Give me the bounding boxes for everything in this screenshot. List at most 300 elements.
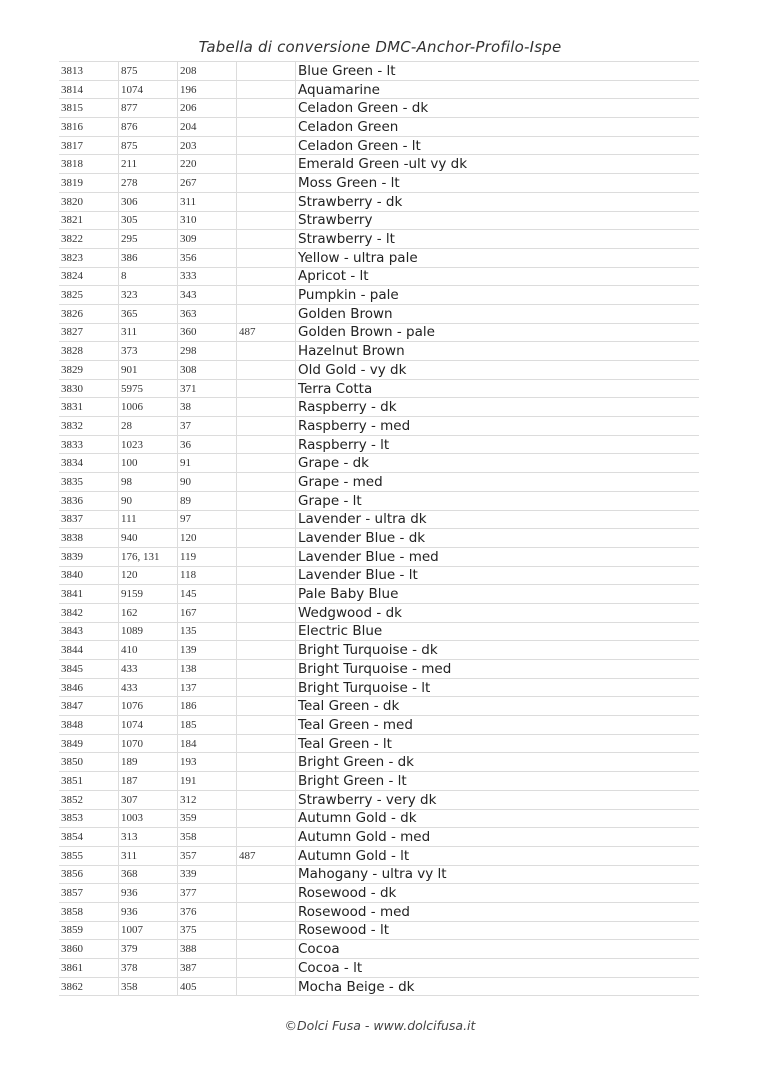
- table-row: [59, 678, 699, 697]
- profilo-code-cell: 343: [178, 286, 237, 305]
- table-row: [59, 248, 699, 267]
- profilo-code-cell: 206: [178, 99, 237, 118]
- table-row: [59, 753, 699, 772]
- color-name-cell: Teal Green - lt: [296, 734, 700, 753]
- color-name-cell: Golden Brown: [296, 304, 700, 323]
- anchor-code-cell: 306: [119, 192, 178, 211]
- ispe-code-cell: [237, 99, 296, 118]
- color-name-cell: Teal Green - dk: [296, 697, 700, 716]
- color-name-cell: Celadon Green: [296, 118, 700, 137]
- profilo-code-cell: 91: [178, 454, 237, 473]
- table-row: [59, 529, 699, 548]
- profilo-code-cell: 135: [178, 622, 237, 641]
- color-name-cell: Cocoa - lt: [296, 959, 700, 978]
- anchor-code-cell: 189: [119, 753, 178, 772]
- profilo-code-cell: 405: [178, 977, 237, 996]
- color-name-cell: Grape - lt: [296, 491, 700, 510]
- dmc-code-cell: 3842: [59, 603, 119, 622]
- color-name-cell: Strawberry: [296, 211, 700, 230]
- dmc-code-cell: 3825: [59, 286, 119, 305]
- dmc-code-cell: 3831: [59, 398, 119, 417]
- ispe-code-cell: [237, 716, 296, 735]
- anchor-code-cell: 1074: [119, 716, 178, 735]
- table-row: [59, 902, 699, 921]
- anchor-code-cell: 323: [119, 286, 178, 305]
- anchor-code-cell: 378: [119, 959, 178, 978]
- anchor-code-cell: 358: [119, 977, 178, 996]
- color-name-cell: Golden Brown - pale: [296, 323, 700, 342]
- profilo-code-cell: 308: [178, 361, 237, 380]
- anchor-code-cell: 307: [119, 790, 178, 809]
- ispe-code-cell: [237, 809, 296, 828]
- color-name-cell: Lavender Blue - dk: [296, 529, 700, 548]
- color-name-cell: Raspberry - dk: [296, 398, 700, 417]
- anchor-code-cell: 1023: [119, 435, 178, 454]
- dmc-code-cell: 3827: [59, 323, 119, 342]
- anchor-code-cell: 305: [119, 211, 178, 230]
- color-name-cell: Bright Turquoise - lt: [296, 678, 700, 697]
- dmc-code-cell: 3820: [59, 192, 119, 211]
- dmc-code-cell: 3824: [59, 267, 119, 286]
- ispe-code-cell: [237, 379, 296, 398]
- ispe-code-cell: [237, 473, 296, 492]
- ispe-code-cell: [237, 454, 296, 473]
- dmc-code-cell: 3822: [59, 230, 119, 249]
- anchor-code-cell: 368: [119, 865, 178, 884]
- ispe-code-cell: [237, 361, 296, 380]
- table-row: [59, 230, 699, 249]
- table-row: [59, 697, 699, 716]
- dmc-code-cell: 3839: [59, 547, 119, 566]
- dmc-code-cell: 3860: [59, 940, 119, 959]
- dmc-code-cell: 3858: [59, 902, 119, 921]
- anchor-code-cell: 120: [119, 566, 178, 585]
- profilo-code-cell: 193: [178, 753, 237, 772]
- table-row: [59, 977, 699, 996]
- anchor-code-cell: 1007: [119, 921, 178, 940]
- table-row: [59, 660, 699, 679]
- conversion-table: [59, 61, 699, 996]
- table-row: [59, 99, 699, 118]
- profilo-code-cell: 333: [178, 267, 237, 286]
- dmc-code-cell: 3851: [59, 772, 119, 791]
- dmc-code-cell: 3828: [59, 342, 119, 361]
- profilo-code-cell: 184: [178, 734, 237, 753]
- table-row: [59, 491, 699, 510]
- dmc-code-cell: 3849: [59, 734, 119, 753]
- table-row: [59, 211, 699, 230]
- table-row: [59, 959, 699, 978]
- profilo-code-cell: 90: [178, 473, 237, 492]
- dmc-code-cell: 3821: [59, 211, 119, 230]
- profilo-code-cell: 377: [178, 884, 237, 903]
- ispe-code-cell: [237, 62, 296, 81]
- ispe-code-cell: [237, 398, 296, 417]
- dmc-code-cell: 3816: [59, 118, 119, 137]
- profilo-code-cell: 208: [178, 62, 237, 81]
- profilo-code-cell: 137: [178, 678, 237, 697]
- ispe-code-cell: [237, 417, 296, 436]
- ispe-code-cell: [237, 510, 296, 529]
- color-name-cell: Strawberry - lt: [296, 230, 700, 249]
- dmc-code-cell: 3815: [59, 99, 119, 118]
- color-name-cell: Bright Green - dk: [296, 753, 700, 772]
- table-row: [59, 361, 699, 380]
- table-row: [59, 192, 699, 211]
- color-name-cell: Bright Turquoise - med: [296, 660, 700, 679]
- anchor-code-cell: 90: [119, 491, 178, 510]
- table-row: [59, 828, 699, 847]
- color-name-cell: Mahogany - ultra vy lt: [296, 865, 700, 884]
- color-name-cell: Raspberry - med: [296, 417, 700, 436]
- dmc-code-cell: 3845: [59, 660, 119, 679]
- anchor-code-cell: 1089: [119, 622, 178, 641]
- table-row: [59, 80, 699, 99]
- anchor-code-cell: 311: [119, 323, 178, 342]
- ispe-code-cell: [237, 772, 296, 791]
- table-row: [59, 716, 699, 735]
- profilo-code-cell: 388: [178, 940, 237, 959]
- table-row: [59, 323, 699, 342]
- profilo-code-cell: 312: [178, 790, 237, 809]
- anchor-code-cell: 1006: [119, 398, 178, 417]
- anchor-code-cell: 162: [119, 603, 178, 622]
- dmc-code-cell: 3857: [59, 884, 119, 903]
- ispe-code-cell: [237, 603, 296, 622]
- ispe-code-cell: [237, 211, 296, 230]
- table-row: [59, 566, 699, 585]
- dmc-code-cell: 3848: [59, 716, 119, 735]
- color-name-cell: Celadon Green - lt: [296, 136, 700, 155]
- table-row: [59, 398, 699, 417]
- ispe-code-cell: [237, 136, 296, 155]
- dmc-code-cell: 3855: [59, 846, 119, 865]
- ispe-code-cell: [237, 174, 296, 193]
- anchor-code-cell: 1076: [119, 697, 178, 716]
- ispe-code-cell: [237, 678, 296, 697]
- table-row: [59, 790, 699, 809]
- color-name-cell: Rosewood - lt: [296, 921, 700, 940]
- dmc-code-cell: 3835: [59, 473, 119, 492]
- ispe-code-cell: [237, 566, 296, 585]
- dmc-code-cell: 3826: [59, 304, 119, 323]
- color-name-cell: Mocha Beige - dk: [296, 977, 700, 996]
- color-name-cell: Aquamarine: [296, 80, 700, 99]
- ispe-code-cell: [237, 547, 296, 566]
- color-name-cell: Celadon Green - dk: [296, 99, 700, 118]
- anchor-code-cell: 187: [119, 772, 178, 791]
- table-row: [59, 510, 699, 529]
- anchor-code-cell: 901: [119, 361, 178, 380]
- anchor-code-cell: 311: [119, 846, 178, 865]
- dmc-code-cell: 3836: [59, 491, 119, 510]
- color-name-cell: Pale Baby Blue: [296, 585, 700, 604]
- anchor-code-cell: 278: [119, 174, 178, 193]
- dmc-code-cell: 3840: [59, 566, 119, 585]
- dmc-code-cell: 3834: [59, 454, 119, 473]
- ispe-code-cell: [237, 828, 296, 847]
- color-name-cell: Old Gold - vy dk: [296, 361, 700, 380]
- ispe-code-cell: [237, 585, 296, 604]
- table-row: [59, 547, 699, 566]
- dmc-code-cell: 3838: [59, 529, 119, 548]
- table-row: [59, 286, 699, 305]
- color-name-cell: Bright Turquoise - dk: [296, 641, 700, 660]
- dmc-code-cell: 3833: [59, 435, 119, 454]
- anchor-code-cell: 1003: [119, 809, 178, 828]
- profilo-code-cell: 97: [178, 510, 237, 529]
- dmc-code-cell: 3854: [59, 828, 119, 847]
- profilo-code-cell: 356: [178, 248, 237, 267]
- profilo-code-cell: 186: [178, 697, 237, 716]
- profilo-code-cell: 138: [178, 660, 237, 679]
- color-name-cell: Strawberry - dk: [296, 192, 700, 211]
- table-row: [59, 940, 699, 959]
- color-name-cell: Terra Cotta: [296, 379, 700, 398]
- table-row: [59, 118, 699, 137]
- table-row: [59, 435, 699, 454]
- profilo-code-cell: 167: [178, 603, 237, 622]
- color-name-cell: Bright Green - lt: [296, 772, 700, 791]
- dmc-code-cell: 3819: [59, 174, 119, 193]
- ispe-code-cell: [237, 491, 296, 510]
- anchor-code-cell: 365: [119, 304, 178, 323]
- ispe-code-cell: [237, 753, 296, 772]
- anchor-code-cell: 940: [119, 529, 178, 548]
- profilo-code-cell: 363: [178, 304, 237, 323]
- profilo-code-cell: 309: [178, 230, 237, 249]
- anchor-code-cell: 9159: [119, 585, 178, 604]
- profilo-code-cell: 89: [178, 491, 237, 510]
- color-name-cell: Rosewood - dk: [296, 884, 700, 903]
- anchor-code-cell: 379: [119, 940, 178, 959]
- ispe-code-cell: [237, 248, 296, 267]
- table-row: [59, 174, 699, 193]
- color-name-cell: Grape - dk: [296, 454, 700, 473]
- conversion-table-body: [59, 62, 699, 996]
- color-name-cell: Grape - med: [296, 473, 700, 492]
- profilo-code-cell: 185: [178, 716, 237, 735]
- page-title: Tabella di conversione DMC-Anchor-Profilo-Ispe: [198, 38, 562, 56]
- anchor-code-cell: 295: [119, 230, 178, 249]
- table-row: [59, 62, 699, 81]
- table-row: [59, 267, 699, 286]
- table-row: [59, 379, 699, 398]
- profilo-code-cell: 37: [178, 417, 237, 436]
- anchor-code-cell: 433: [119, 678, 178, 697]
- table-row: [59, 473, 699, 492]
- color-name-cell: Autumn Gold - dk: [296, 809, 700, 828]
- ispe-code-cell: 487: [237, 323, 296, 342]
- color-name-cell: Lavender - ultra dk: [296, 510, 700, 529]
- profilo-code-cell: 375: [178, 921, 237, 940]
- table-row: [59, 809, 699, 828]
- color-name-cell: Rosewood - med: [296, 902, 700, 921]
- ispe-code-cell: [237, 304, 296, 323]
- profilo-code-cell: 120: [178, 529, 237, 548]
- color-name-cell: Wedgwood - dk: [296, 603, 700, 622]
- anchor-code-cell: 373: [119, 342, 178, 361]
- anchor-code-cell: 176, 131: [119, 547, 178, 566]
- dmc-code-cell: 3813: [59, 62, 119, 81]
- table-row: [59, 622, 699, 641]
- ispe-code-cell: [237, 435, 296, 454]
- ispe-code-cell: [237, 977, 296, 996]
- ispe-code-cell: [237, 80, 296, 99]
- anchor-code-cell: 8: [119, 267, 178, 286]
- ispe-code-cell: [237, 622, 296, 641]
- dmc-code-cell: 3832: [59, 417, 119, 436]
- table-row: [59, 585, 699, 604]
- ispe-code-cell: [237, 118, 296, 137]
- anchor-code-cell: 386: [119, 248, 178, 267]
- dmc-code-cell: 3853: [59, 809, 119, 828]
- table-row: [59, 304, 699, 323]
- table-row: [59, 155, 699, 174]
- ispe-code-cell: [237, 902, 296, 921]
- anchor-code-cell: 433: [119, 660, 178, 679]
- table-row: [59, 454, 699, 473]
- anchor-code-cell: 936: [119, 884, 178, 903]
- profilo-code-cell: 298: [178, 342, 237, 361]
- profilo-code-cell: 119: [178, 547, 237, 566]
- dmc-code-cell: 3830: [59, 379, 119, 398]
- color-name-cell: Electric Blue: [296, 622, 700, 641]
- color-name-cell: Apricot - lt: [296, 267, 700, 286]
- profilo-code-cell: 145: [178, 585, 237, 604]
- profilo-code-cell: 220: [178, 155, 237, 174]
- dmc-code-cell: 3818: [59, 155, 119, 174]
- dmc-code-cell: 3829: [59, 361, 119, 380]
- dmc-code-cell: 3852: [59, 790, 119, 809]
- ispe-code-cell: [237, 660, 296, 679]
- profilo-code-cell: 204: [178, 118, 237, 137]
- dmc-code-cell: 3850: [59, 753, 119, 772]
- table-row: [59, 417, 699, 436]
- ispe-code-cell: [237, 921, 296, 940]
- ispe-code-cell: [237, 155, 296, 174]
- ispe-code-cell: [237, 790, 296, 809]
- dmc-code-cell: 3814: [59, 80, 119, 99]
- color-name-cell: Cocoa: [296, 940, 700, 959]
- anchor-code-cell: 876: [119, 118, 178, 137]
- anchor-code-cell: 1070: [119, 734, 178, 753]
- ispe-code-cell: [237, 192, 296, 211]
- profilo-code-cell: 357: [178, 846, 237, 865]
- dmc-code-cell: 3843: [59, 622, 119, 641]
- anchor-code-cell: 936: [119, 902, 178, 921]
- table-row: [59, 734, 699, 753]
- ispe-code-cell: [237, 697, 296, 716]
- color-name-cell: Strawberry - very dk: [296, 790, 700, 809]
- anchor-code-cell: 100: [119, 454, 178, 473]
- profilo-code-cell: 36: [178, 435, 237, 454]
- anchor-code-cell: 875: [119, 62, 178, 81]
- ispe-code-cell: [237, 734, 296, 753]
- table-row: [59, 921, 699, 940]
- ispe-code-cell: [237, 884, 296, 903]
- table-row: [59, 865, 699, 884]
- table-row: [59, 772, 699, 791]
- ispe-code-cell: [237, 286, 296, 305]
- profilo-code-cell: 358: [178, 828, 237, 847]
- table-row: [59, 641, 699, 660]
- profilo-code-cell: 371: [178, 379, 237, 398]
- profilo-code-cell: 196: [178, 80, 237, 99]
- anchor-code-cell: 410: [119, 641, 178, 660]
- profilo-code-cell: 376: [178, 902, 237, 921]
- color-name-cell: Lavender Blue - lt: [296, 566, 700, 585]
- color-name-cell: Blue Green - lt: [296, 62, 700, 81]
- anchor-code-cell: 877: [119, 99, 178, 118]
- anchor-code-cell: 211: [119, 155, 178, 174]
- dmc-code-cell: 3856: [59, 865, 119, 884]
- dmc-code-cell: 3859: [59, 921, 119, 940]
- profilo-code-cell: 359: [178, 809, 237, 828]
- color-name-cell: Yellow - ultra pale: [296, 248, 700, 267]
- ispe-code-cell: 487: [237, 846, 296, 865]
- color-name-cell: Moss Green - lt: [296, 174, 700, 193]
- anchor-code-cell: 98: [119, 473, 178, 492]
- profilo-code-cell: 139: [178, 641, 237, 660]
- ispe-code-cell: [237, 641, 296, 660]
- color-name-cell: Hazelnut Brown: [296, 342, 700, 361]
- profilo-code-cell: 38: [178, 398, 237, 417]
- color-name-cell: Pumpkin - pale: [296, 286, 700, 305]
- color-name-cell: Lavender Blue - med: [296, 547, 700, 566]
- ispe-code-cell: [237, 342, 296, 361]
- anchor-code-cell: 28: [119, 417, 178, 436]
- dmc-code-cell: 3823: [59, 248, 119, 267]
- dmc-code-cell: 3862: [59, 977, 119, 996]
- profilo-code-cell: 387: [178, 959, 237, 978]
- dmc-code-cell: 3817: [59, 136, 119, 155]
- anchor-code-cell: 875: [119, 136, 178, 155]
- table-row: [59, 342, 699, 361]
- ispe-code-cell: [237, 959, 296, 978]
- ispe-code-cell: [237, 529, 296, 548]
- dmc-code-cell: 3844: [59, 641, 119, 660]
- color-name-cell: Autumn Gold - lt: [296, 846, 700, 865]
- ispe-code-cell: [237, 230, 296, 249]
- table-row: [59, 846, 699, 865]
- profilo-code-cell: 118: [178, 566, 237, 585]
- ispe-code-cell: [237, 940, 296, 959]
- anchor-code-cell: 111: [119, 510, 178, 529]
- table-row: [59, 884, 699, 903]
- profilo-code-cell: 267: [178, 174, 237, 193]
- dmc-code-cell: 3861: [59, 959, 119, 978]
- dmc-code-cell: 3846: [59, 678, 119, 697]
- color-name-cell: Emerald Green -ult vy dk: [296, 155, 700, 174]
- anchor-code-cell: 1074: [119, 80, 178, 99]
- dmc-code-cell: 3841: [59, 585, 119, 604]
- ispe-code-cell: [237, 267, 296, 286]
- dmc-code-cell: 3847: [59, 697, 119, 716]
- ispe-code-cell: [237, 865, 296, 884]
- profilo-code-cell: 203: [178, 136, 237, 155]
- page-footer: ©Dolci Fusa - www.dolcifusa.it: [284, 1018, 476, 1033]
- profilo-code-cell: 311: [178, 192, 237, 211]
- color-name-cell: Teal Green - med: [296, 716, 700, 735]
- profilo-code-cell: 191: [178, 772, 237, 791]
- profilo-code-cell: 310: [178, 211, 237, 230]
- table-row: [59, 136, 699, 155]
- anchor-code-cell: 5975: [119, 379, 178, 398]
- profilo-code-cell: 360: [178, 323, 237, 342]
- profilo-code-cell: 339: [178, 865, 237, 884]
- anchor-code-cell: 313: [119, 828, 178, 847]
